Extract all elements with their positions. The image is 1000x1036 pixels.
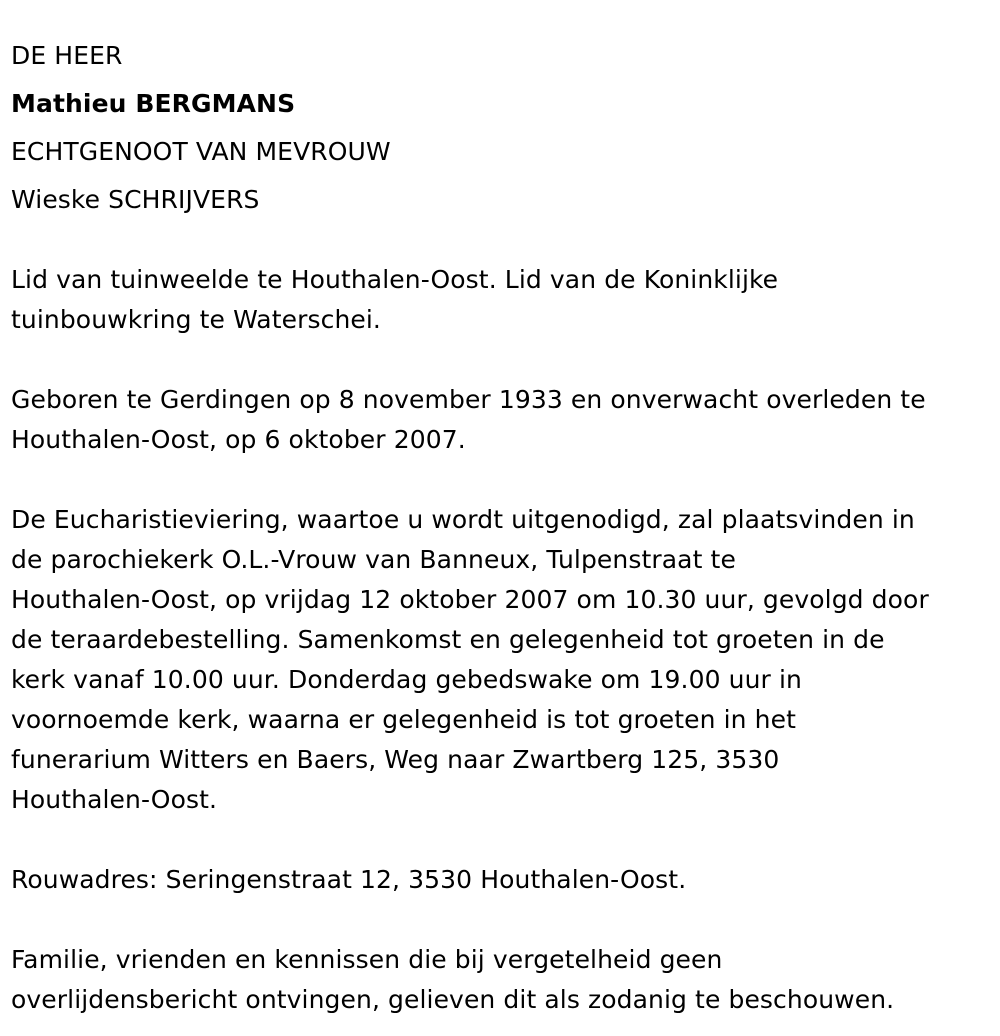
- ceremony-line-4: de teraardebestelling. Samenkomst en gelegenheid tot groeten in de: [11, 625, 885, 654]
- ceremony-line-5: kerk vanaf 10.00 uur. Donderdag gebedswake om 19.00 uur in: [11, 665, 802, 694]
- notice-line-2: overlijdensbericht ontvingen, gelieven dit als zodanig te beschouwen.: [11, 985, 895, 1014]
- ceremony-line-1: De Eucharistieviering, waartoe u wordt uitgenodigd, zal plaatsvinden in: [11, 505, 915, 534]
- birth-death-line-2: Houthalen-Oost, op 6 oktober 2007.: [11, 425, 466, 454]
- ceremony-line-8: Houthalen-Oost.: [11, 785, 218, 814]
- ceremony-line-7: funerarium Witters en Baers, Weg naar Zwartberg 125, 3530: [11, 745, 780, 774]
- address-line: Rouwadres: Seringenstraat 12, 3530 Houthalen-Oost.: [11, 865, 687, 894]
- membership-line-1: Lid van tuinweelde te Houthalen-Oost. Lid van de Koninklijke: [11, 265, 779, 294]
- deceased-name: Mathieu BERGMANS: [11, 89, 296, 118]
- ceremony-line-6: voornoemde kerk, waarna er gelegenheid is tot groeten in het: [11, 705, 796, 734]
- ceremony-line-2: de parochiekerk O.L.-Vrouw van Banneux, Tulpenstraat te: [11, 545, 736, 574]
- salutation-line: DE HEER: [11, 41, 123, 70]
- notice-line-1: Familie, vrienden en kennissen die bij vergetelheid geen: [11, 945, 723, 974]
- birth-death-line-1: Geboren te Gerdingen op 8 november 1933 en onverwacht overleden te: [11, 385, 926, 414]
- spouse-name: Wieske SCHRIJVERS: [11, 185, 260, 214]
- relation-line: ECHTGENOOT VAN MEVROUW: [11, 137, 391, 166]
- membership-line-2: tuinbouwkring te Waterschei.: [11, 305, 381, 334]
- ceremony-line-3: Houthalen-Oost, op vrijdag 12 oktober 2007 om 10.30 uur, gevolgd door: [11, 585, 929, 614]
